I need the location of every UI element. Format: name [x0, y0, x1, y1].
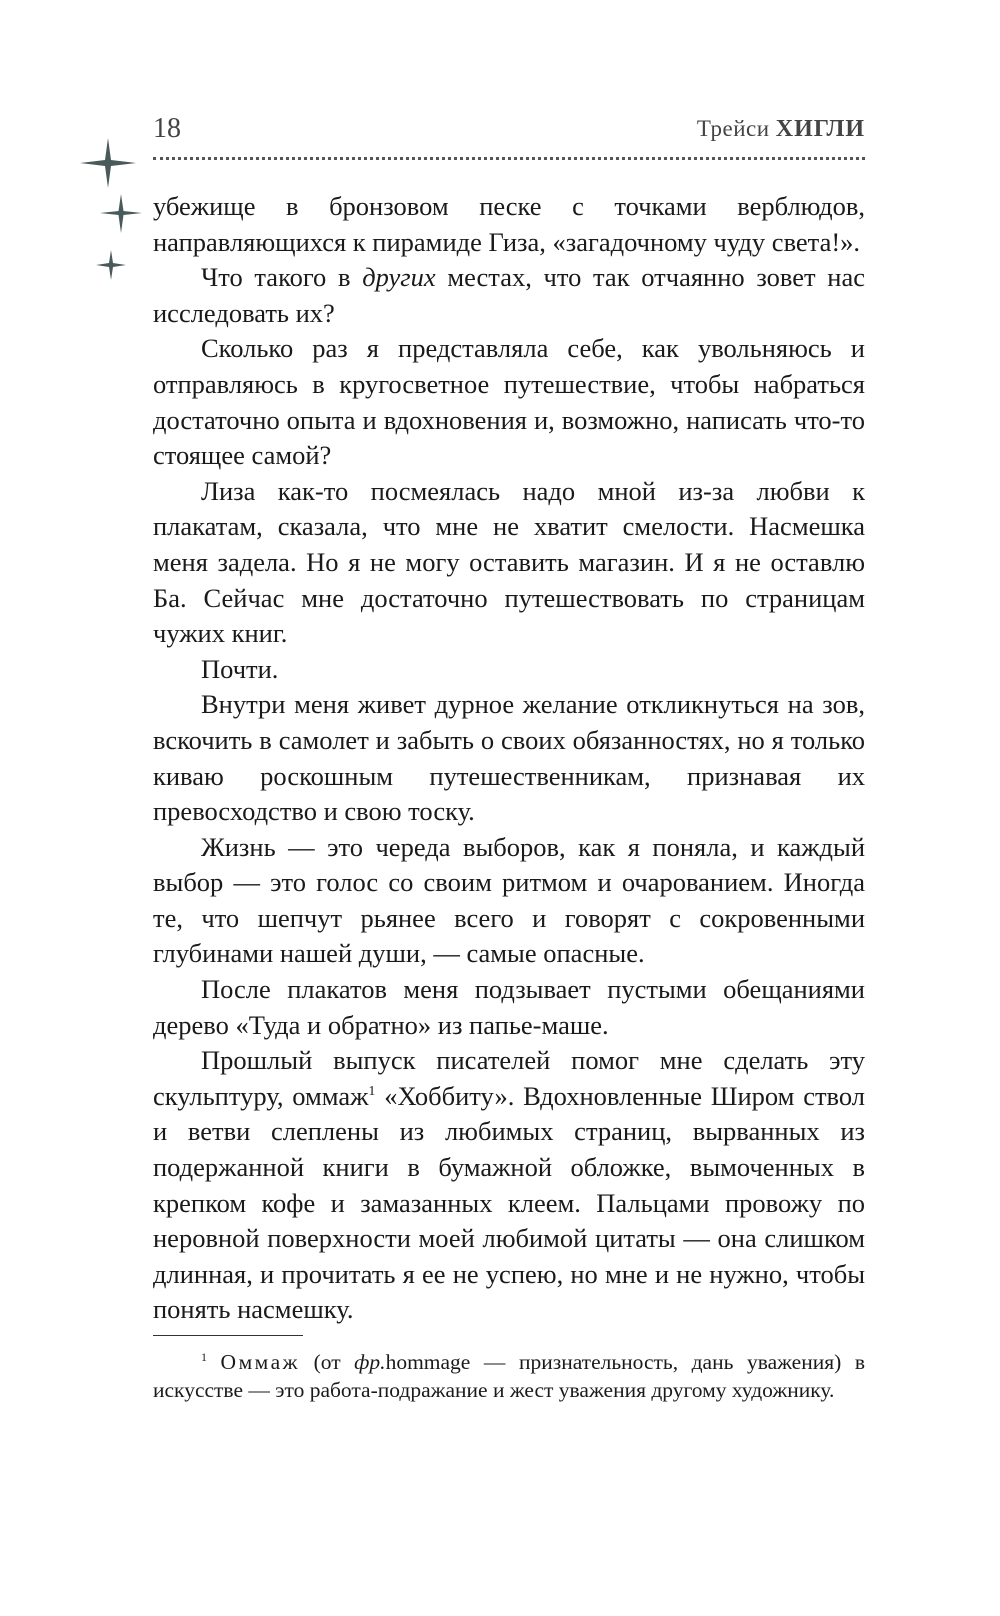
footnote-rule — [153, 1335, 303, 1336]
body-text — [153, 189, 865, 1328]
header-dotted-rule — [153, 157, 865, 160]
paragraph: Что такого в других местах, что так отчаянно зовет нас исследовать их? — [153, 262, 866, 328]
paragraph: После плакатов меня подзывает пустыми обещаниями дерево «Туда и обратно» из папье-маше. — [153, 974, 865, 1040]
running-head-author — [697, 112, 865, 146]
footnote-marker: 1 — [201, 1349, 207, 1364]
sparkle-star-small — [96, 250, 126, 280]
footnote-text: hommage — признательность, дань уважения) в искусстве — это работа-подражание и жест уважения другому художнику. — [153, 1350, 865, 1402]
footnote-lang: фр. — [354, 1350, 386, 1374]
sparkle-stars-icon — [78, 138, 148, 288]
paragraph: Внутри меня живет дурное желание откликнуться на зов, вскочить в самолет и забыть о своих обязанностях, но я только киваю роскошным путешественникам, признавая их превосходство и свою тоску. — [153, 689, 865, 827]
emphasis: других — [362, 262, 436, 293]
author-last-name: ХИГЛИ — [775, 116, 865, 142]
author-first-name: Трейси — [696, 116, 770, 141]
paragraph: Почти. — [201, 653, 279, 684]
page-header — [153, 112, 865, 146]
footnote-term: Оммаж — [220, 1350, 301, 1374]
paragraph: Лиза как-то посмеялась надо мной из-за любви к плакатам, сказала, что мне не хватит смелости. Насмешка меня задела. Но я не могу оставить магазин. И я не оставлю Ба. Сейчас мне достаточно путешествовать по страницам чужих книг. — [153, 475, 865, 649]
sparkle-star-large — [80, 138, 136, 188]
paragraph: Сколько раз я представляла себе, как увольняюсь и отправляюсь в кругосветное путешествие, чтобы набраться достаточно опыта и вдохновения и, возможно, написать что-то стоящее самой? — [153, 333, 865, 471]
paragraph: убежище в бронзовом песке с точками верблюдов, направляющихся к пирамиде Гиза, «загадочному чуду света!». — [153, 191, 865, 257]
footnote-reference: 1 — [368, 1084, 376, 1100]
page-number: 18 — [153, 113, 181, 144]
paragraph: Жизнь — это череда выборов, как я поняла, и каждый выбор — это голос со своим ритмом и очарованием. Иногда те, что шепчут рьянее всего и говорят с сокровенными глубинами нашей души, — самые опасные. — [153, 831, 865, 969]
paragraph: Прошлый выпуск писателей помог мне сделать эту скульптуру, оммаж$^1$ «Хоббиту». Вдохновленные Широм ствол и ветви слеплены из любимых страниц, вырванных из подержанной книги в бумажной обложке, вымоченных в крепком кофе и замазанных клеем. Пальцами провожу по неровной поверхности моей любимой цитаты — она слишком длинная, и прочитать я ее не успею, но мне и не нужно, чтобы понять насмешку. — [153, 1045, 865, 1325]
footnote: $^1$ Оммаж (от фр.hommage — признательность, дань уважения) в искусстве — это работа-подражание и жест уважения другому художнику. — [153, 1349, 865, 1402]
sparkle-star-medium — [100, 194, 142, 233]
